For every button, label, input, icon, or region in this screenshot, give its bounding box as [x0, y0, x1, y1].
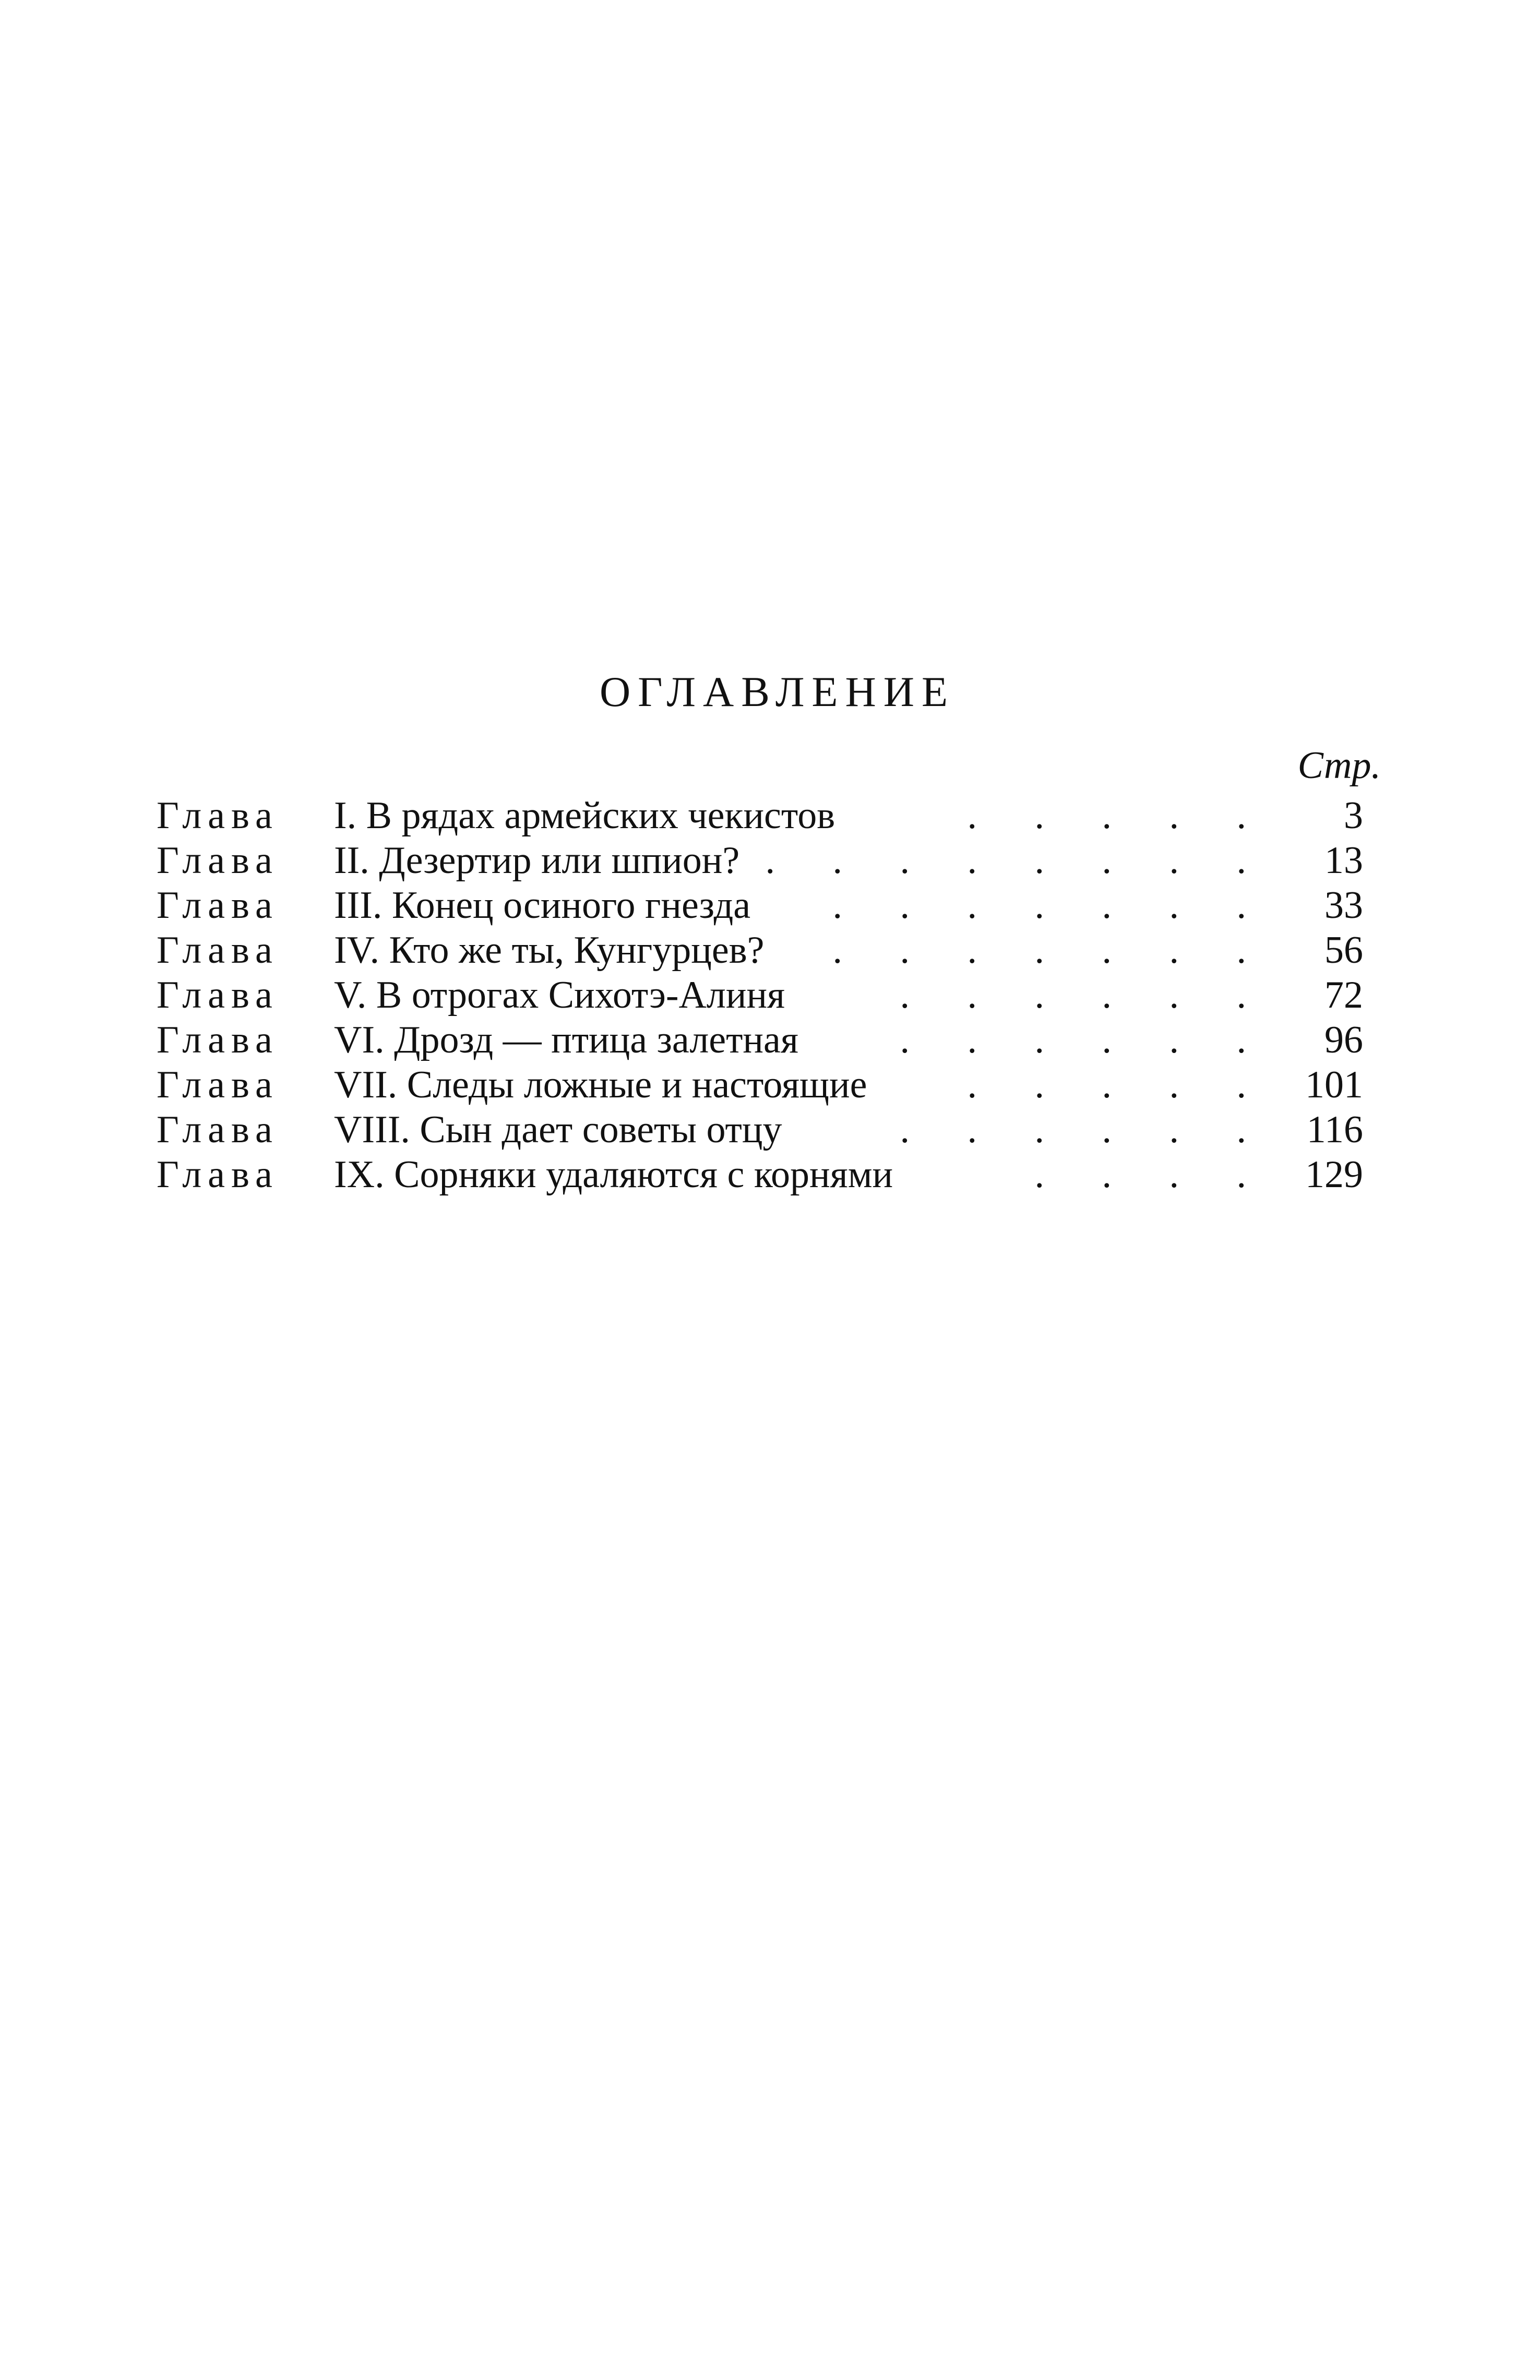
toc-entry — [157, 928, 1363, 973]
toc-entry-page: 116 — [1306, 1108, 1363, 1151]
toc-entry-leader: . . . . . . — [900, 1019, 1270, 1061]
toc-entry-label: Глава — [157, 1063, 279, 1106]
toc-entry-page: 96 — [1324, 1019, 1363, 1061]
toc-entry-title: II. Дезертир или шпион? — [334, 839, 740, 882]
toc-entry-leader: . . . . — [1034, 1153, 1270, 1196]
toc-entry — [157, 883, 1363, 928]
toc-entry-page: 101 — [1305, 1063, 1363, 1106]
toc-entry-leader: . . . . . . . . — [765, 839, 1270, 882]
toc-entry-page: 33 — [1324, 884, 1363, 927]
toc-entry-page: 129 — [1305, 1153, 1363, 1196]
toc-entry — [157, 973, 1363, 1018]
toc-entry — [157, 1152, 1363, 1197]
toc-entry-label: Глава — [157, 1153, 279, 1196]
toc-entry — [157, 1107, 1363, 1152]
toc-entry-title: VII. Следы ложные и настоящие — [334, 1063, 867, 1106]
toc-entry-page: 72 — [1324, 974, 1363, 1016]
toc-entry-label: Глава — [157, 974, 279, 1016]
toc-entry-title: IX. Сорняки удаляются с корнями — [334, 1153, 893, 1196]
toc-entry-label: Глава — [157, 884, 279, 927]
page-column-header: Стр. — [1297, 744, 1381, 787]
toc-entry-leader: . . . . . — [967, 794, 1270, 837]
toc-entry-title: VIII. Сын дает советы отцу — [334, 1108, 782, 1151]
toc-entry-label: Глава — [157, 1019, 279, 1061]
toc-entry-page: 13 — [1324, 839, 1363, 882]
toc-entry-label: Глава — [157, 929, 279, 972]
toc-entry-title: IV. Кто же ты, Кунгурцев? — [334, 929, 765, 972]
toc-entry-page: 56 — [1324, 929, 1363, 972]
toc-entry-leader: . . . . . . — [900, 1108, 1270, 1151]
toc-entry-title: VI. Дрозд — птица залетная — [334, 1019, 798, 1061]
toc-entry-leader: . . . . . . . — [832, 884, 1270, 927]
toc-entry — [157, 838, 1363, 883]
toc-list — [157, 793, 1363, 1197]
toc-entry-label: Глава — [157, 839, 279, 882]
toc-title: ОГЛАВЛЕНИЕ — [599, 668, 956, 715]
toc-entry-title: V. В отрогах Сихотэ-Алиня — [334, 974, 785, 1016]
toc-entry-leader: . . . . . . — [900, 974, 1270, 1016]
toc-entry — [157, 793, 1363, 838]
toc-entry — [157, 1062, 1363, 1107]
toc-entry-label: Глава — [157, 794, 279, 837]
toc-entry-leader: . . . . . — [967, 1063, 1270, 1106]
toc-entry-title: III. Конец осиного гнезда — [334, 884, 751, 927]
toc-entry-page: 3 — [1344, 794, 1363, 837]
toc-entry-label: Глава — [157, 1108, 279, 1151]
toc-entry-title: I. В рядах армейских чекистов — [334, 794, 835, 837]
toc-entry-leader: . . . . . . . — [832, 929, 1270, 972]
toc-entry — [157, 1018, 1363, 1062]
